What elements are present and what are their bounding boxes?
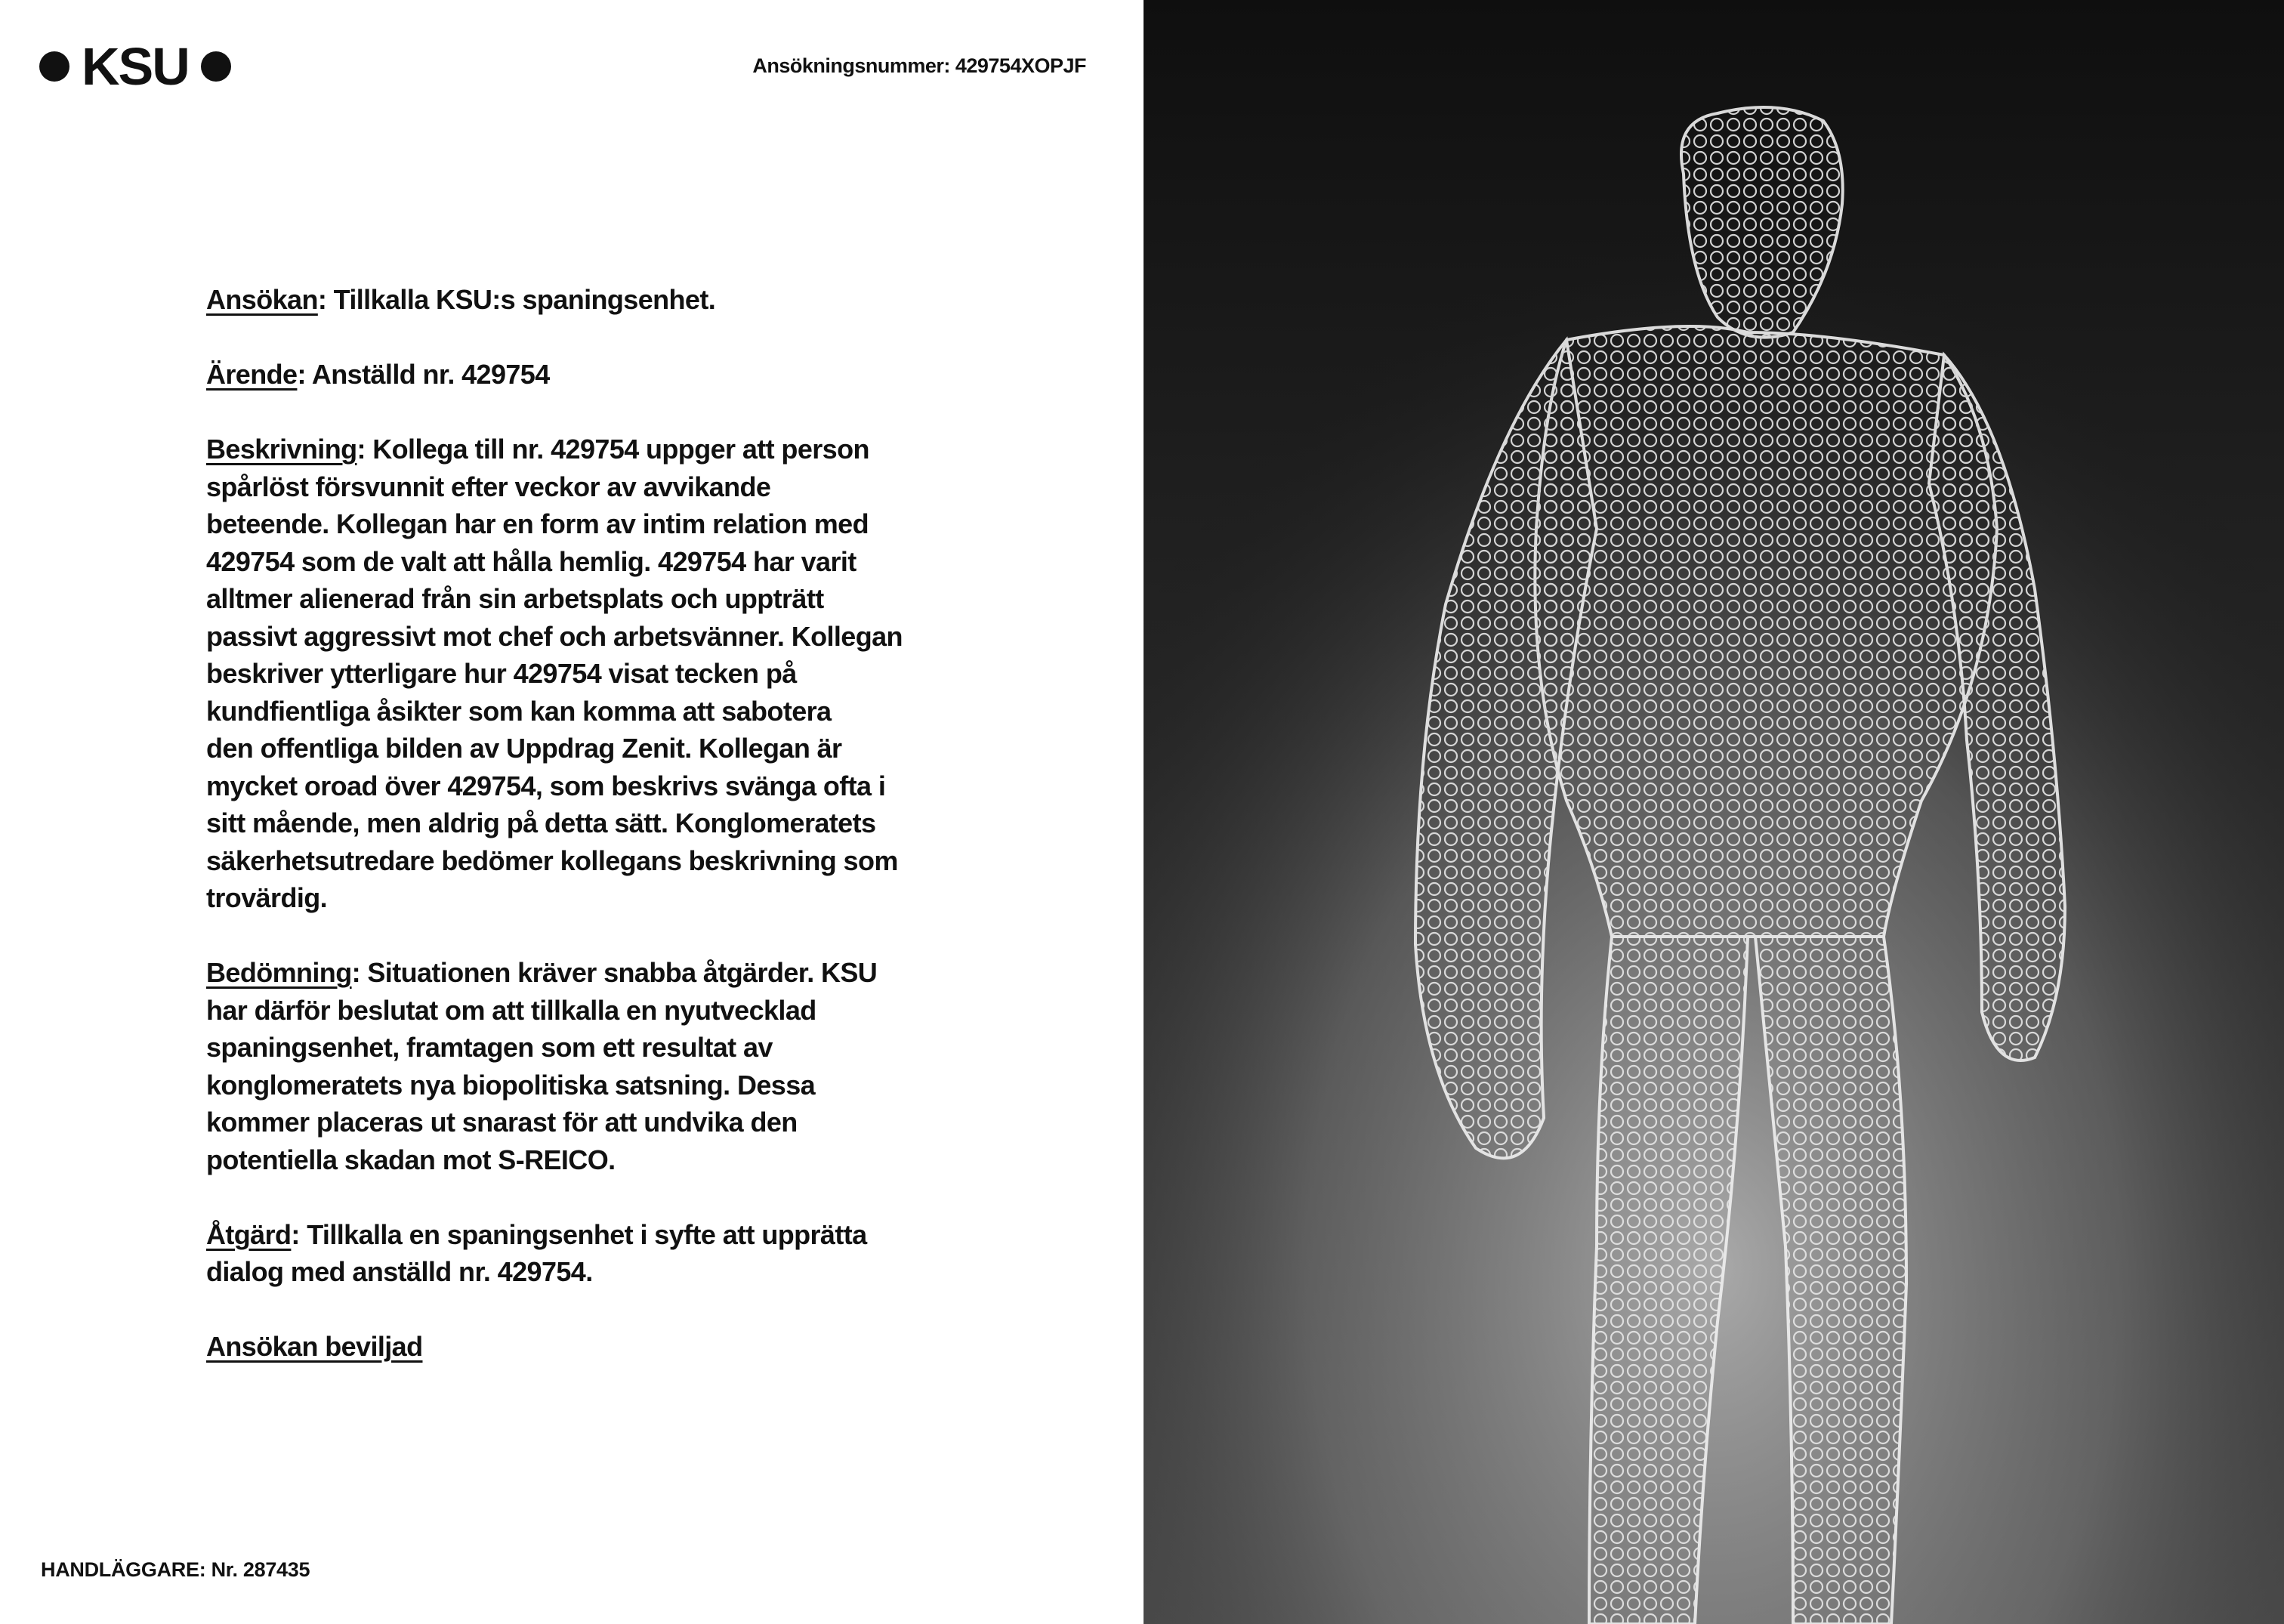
beskrivning-line: trovärdig. (206, 882, 328, 913)
beskrivning-line: alltmer alienerad från sin arbetsplats och uppträtt (206, 583, 824, 614)
beskrivning-label: Beskrivning (206, 434, 357, 465)
ansokan-section (206, 281, 931, 319)
bedomning-line: potentiella skadan mot S-REICO. (206, 1144, 616, 1175)
granted-section (206, 1328, 931, 1366)
application-number: Ansökningsnummer: 429754XOPJF (752, 54, 1086, 77)
arende-label: Ärende (206, 359, 298, 390)
wire-mesh-figure-image (1144, 0, 2284, 1624)
photo-panel (1144, 0, 2284, 1624)
ksu-logo (39, 39, 231, 94)
beskrivning-line: kundfientliga åsikter som kan komma att sabotera (206, 695, 832, 727)
ansokan-label: Ansökan (206, 284, 318, 315)
arende-section (206, 356, 931, 394)
atgard-line: : Tillkalla en spaningsenhet i syfte att upprätta (291, 1218, 867, 1250)
document-body (206, 281, 931, 1403)
bedomning-line: spaningsenhet, framtagen som ett resultat av (206, 1032, 773, 1063)
bedomning-label: Bedömning (206, 957, 352, 988)
logo-dot-left-icon (39, 51, 69, 82)
bedomning-line: har därför beslutat om att tillkalla en nyutvecklad (206, 994, 816, 1026)
beskrivning-line: säkerhetsutredare bedömer kollegans beskrivning som (206, 844, 898, 876)
arende-text: : Anställd nr. 429754 (297, 359, 550, 390)
atgard-line: dialog med anställd nr. 429754. (206, 1256, 593, 1287)
handlaggare-label: HANDLÄGGARE: Nr. 287435 (41, 1558, 310, 1581)
bedomning-line: kommer placeras ut snarast för att undvika den (206, 1107, 798, 1138)
beskrivning-line: beskriver ytterligare hur 429754 visat tecken på (206, 658, 797, 689)
beskrivning-line: sitt mående, men aldrig på detta sätt. Konglomeratets (206, 807, 876, 838)
beskrivning-line: mycket oroad över 429754, som beskrivs svänga ofta i (206, 770, 886, 801)
atgard-label: Åtgärd (206, 1218, 292, 1250)
logo-text: KSU (82, 37, 189, 96)
beskrivning-line: : Kollega till nr. 429754 uppger att person (356, 434, 869, 465)
atgard-section (206, 1216, 931, 1291)
logo-dot-right-icon (201, 51, 231, 82)
bedomning-line: konglomeratets nya biopolitiska satsning. Dessa (206, 1069, 816, 1101)
bedomning-line: : Situationen kräver snabba åtgärder. KSU (351, 957, 878, 988)
application-granted: Ansökan beviljad (206, 1331, 423, 1362)
ansokan-text: : Tillkalla KSU:s spaningsenhet. (317, 284, 716, 315)
beskrivning-section (206, 431, 931, 917)
beskrivning-line: den offentliga bilden av Uppdrag Zenit. Kollegan är (206, 733, 842, 764)
bedomning-section (206, 954, 931, 1178)
beskrivning-line: 429754 som de valt att hålla hemlig. 429754 har varit (206, 545, 857, 577)
beskrivning-line: passivt aggressivt mot chef och arbetsvänner. Kollegan (206, 620, 903, 652)
beskrivning-line: spårlöst försvunnit efter veckor av avvikande (206, 471, 771, 502)
beskrivning-line: beteende. Kollegan har en form av intim relation med (206, 508, 869, 539)
